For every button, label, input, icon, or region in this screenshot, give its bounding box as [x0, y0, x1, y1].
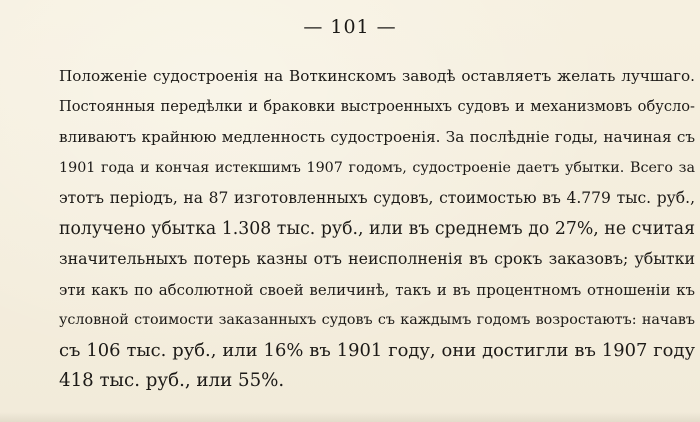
text-line-10: съ 106 тыс. руб., или 16% въ 1901 году, они достигли въ 1907 году — [59, 339, 695, 361]
text-line-3: вливаютъ крайнюю медленность судостроенiя. За послѣднiе годы, начиная съ — [59, 128, 695, 146]
text-line-5: этотъ перiодъ, на 87 изготовленныхъ судовъ, стоимостью въ 4.779 тыс. руб., — [59, 189, 695, 207]
body-paragraph — [59, 61, 695, 397]
text-line-7: значительныхъ потерь казны отъ неисполненiя въ срокъ заказовъ; убытки — [59, 249, 695, 268]
text-line-9: условной стоимости заказанныхъ судовъ съ каждымъ годомъ возростаютъ: начавъ — [59, 312, 695, 328]
text-line-6: получено убытка 1.308 тыс. руб., или въ среднемъ до 27%, не считая — [59, 218, 695, 239]
text-line-8: эти какъ по абсолютной своей величинѣ, такъ и въ процентномъ отношенiи къ — [59, 280, 695, 299]
text-line-4: 1901 года и кончая истекшимъ 1907 годомъ, судостроенiе даетъ убытки. Всего за — [59, 159, 695, 176]
text-line-1: Положенiе судостроенiя на Воткинскомъ заводѣ оставляетъ желать лучшаго. — [59, 67, 695, 85]
text-line-11: 418 тыс. руб., или 55%. — [59, 370, 285, 391]
page-bottom-shadow — [0, 412, 700, 422]
page-number: — 101 — — [303, 16, 397, 38]
text-line-2: Постоянныя передѣлки и браковки выстроенныхъ судовъ и механизмовъ обусло- — [59, 97, 695, 115]
